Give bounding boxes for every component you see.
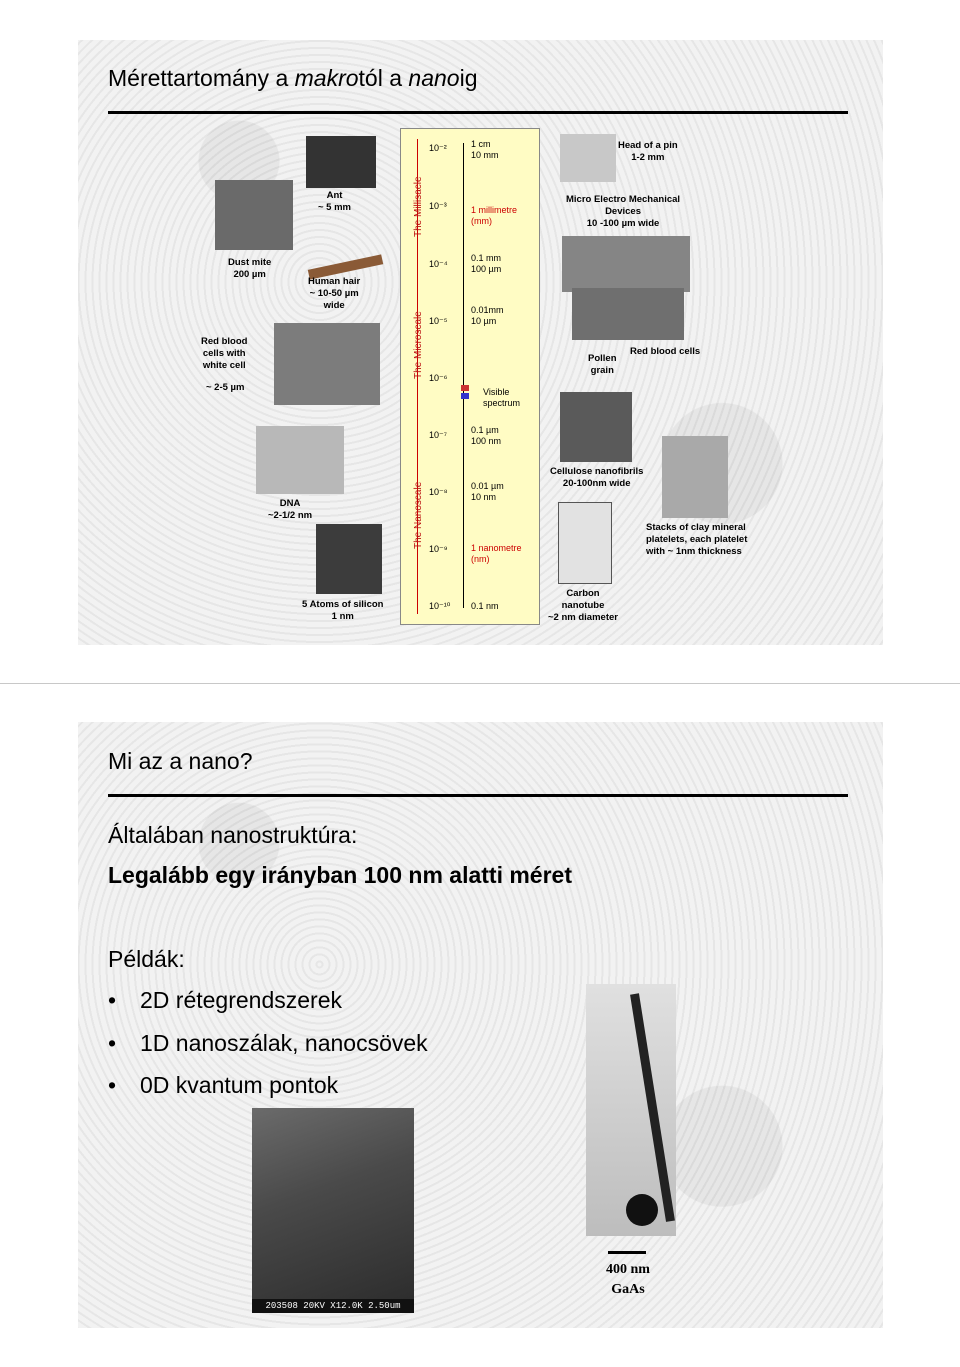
dna-image bbox=[256, 426, 344, 494]
silicon-caption: 5 Atoms of silicon 1 nm bbox=[302, 599, 384, 622]
tick-exp: 10⁻¹⁰ bbox=[429, 601, 451, 611]
sem-label: 203508 20KV X12.0K 2.50um bbox=[252, 1299, 414, 1313]
tick-label: 0.1 µm 100 nm bbox=[471, 425, 502, 446]
tick-label: 1 cm 10 mm bbox=[471, 139, 499, 160]
tick-label: 0.01 µm 10 nm bbox=[471, 481, 504, 502]
nanowire bbox=[630, 993, 675, 1222]
sem-layers-image bbox=[252, 1108, 414, 1313]
slide-what-is-nano bbox=[78, 722, 883, 1328]
tem-nanowire-image bbox=[586, 984, 676, 1236]
cellulose-caption: Cellulose nanofibrils 20-100nm wide bbox=[550, 466, 644, 489]
examples-label: Példák: bbox=[108, 946, 185, 972]
slide-title: Mi az a nano? bbox=[108, 748, 253, 774]
tem-scale-caption: 400 nm bbox=[606, 1262, 650, 1277]
tick-label: 0.01mm 10 µm bbox=[471, 305, 504, 326]
slide-size-ranges bbox=[78, 40, 883, 645]
tick-exp: 10⁻³ bbox=[429, 201, 447, 211]
tick-label: 1 nanometre (nm) bbox=[471, 543, 522, 564]
tick-exp: 10⁻² bbox=[429, 143, 447, 153]
tick-label: 1 millimetre (mm) bbox=[471, 205, 518, 226]
tick-exp: 10⁻⁵ bbox=[429, 316, 448, 326]
nanotube-image bbox=[558, 502, 612, 584]
nanowire-tip bbox=[626, 1194, 658, 1226]
scale-bar bbox=[400, 128, 540, 625]
tick-label: 0.1 mm 100 µm bbox=[471, 253, 502, 274]
pollen-caption: Pollen grain bbox=[588, 353, 617, 376]
tick-exp: 10⁻⁹ bbox=[429, 544, 448, 554]
rbc-size-caption: ~ 2-5 µm bbox=[206, 382, 245, 393]
tick-exp: 10⁻⁸ bbox=[429, 487, 448, 497]
nanoscale-label: The Nanoscale bbox=[413, 481, 424, 549]
pin-head-image bbox=[560, 134, 616, 182]
scale-bar-400nm bbox=[608, 1251, 646, 1254]
dna-caption: DNA ~2-1/2 nm bbox=[268, 498, 313, 521]
red-blood-cells-right-caption: Red blood cells bbox=[630, 346, 701, 357]
title-rule bbox=[108, 794, 848, 797]
human-hair-caption: Human hair ~ 10-50 µm wide bbox=[308, 276, 361, 311]
red-blood-cells-caption: Red blood cells with white cell bbox=[201, 336, 248, 371]
page-separator bbox=[0, 683, 960, 684]
ant-image bbox=[306, 136, 376, 188]
mems-gears-image bbox=[562, 236, 690, 292]
tick-exp: 10⁻⁷ bbox=[429, 430, 448, 440]
title-rule bbox=[108, 111, 848, 114]
mems-caption: Micro Electro Mechanical Devices 10 -100 µm wide bbox=[566, 194, 681, 229]
visible-red bbox=[461, 385, 469, 391]
bullet-item: • 2D rétegrendszerek bbox=[108, 987, 342, 1013]
visible-spectrum-label: Visible spectrum bbox=[483, 387, 521, 408]
nanotube-caption: Carbon nanotube ~2 nm diameter bbox=[548, 588, 618, 623]
pin-head-caption: Head of a pin 1-2 mm bbox=[618, 140, 678, 163]
ant-caption: Ant ~ 5 mm bbox=[318, 190, 352, 213]
general-definition: Általában nanostruktúra: bbox=[108, 822, 358, 848]
tick-exp: 10⁻⁴ bbox=[429, 259, 448, 269]
dust-mite-caption: Dust mite 200 µm bbox=[228, 257, 272, 280]
bullet-item: • 0D kvantum pontok bbox=[108, 1072, 339, 1098]
scale-axis bbox=[463, 143, 464, 608]
microscale-label: The Microscale bbox=[413, 311, 424, 379]
millisacle-label: The Millisacle bbox=[413, 176, 424, 237]
blood-cells-image bbox=[274, 323, 380, 405]
cellulose-image bbox=[560, 392, 632, 462]
bullet-item: • 1D nanoszálak, nanocsövek bbox=[108, 1030, 428, 1056]
mems-gears-closeup-image bbox=[572, 288, 684, 340]
tick-label: 0.1 nm bbox=[471, 601, 499, 611]
visible-blue bbox=[461, 393, 469, 399]
definition-bold: Legalább egy irányban 100 nm alatti méret bbox=[108, 862, 572, 888]
clay-image bbox=[662, 436, 728, 518]
tick-exp: 10⁻⁶ bbox=[429, 373, 448, 383]
tem-material-caption: GaAs bbox=[611, 1282, 645, 1297]
silicon-atoms-image bbox=[316, 524, 382, 594]
slide-title: Mérettartomány a makrotól a nanoig bbox=[108, 65, 478, 91]
clay-caption: Stacks of clay mineral platelets, each platelet with ~ 1nm thickness bbox=[646, 522, 748, 557]
dust-mite-image bbox=[215, 180, 293, 250]
